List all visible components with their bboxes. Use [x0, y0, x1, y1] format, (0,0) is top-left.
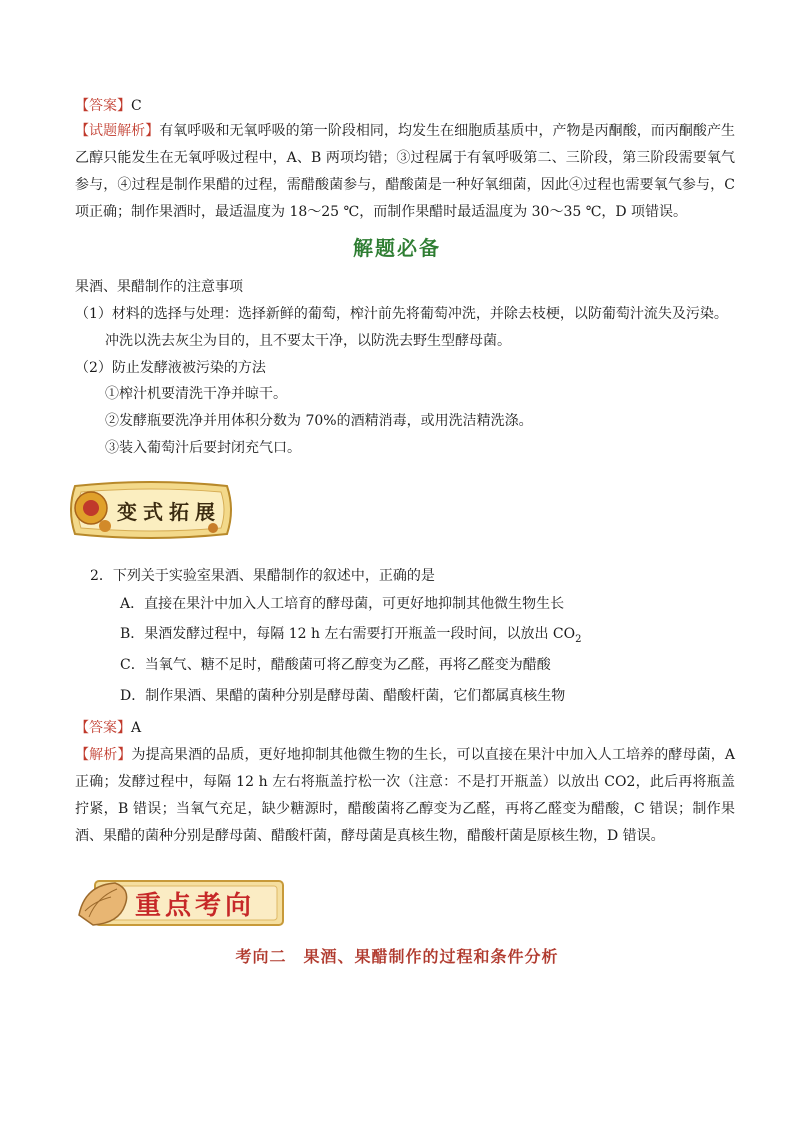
banner-text: 变式拓展 [117, 500, 221, 524]
section-title: 解题必备 [353, 236, 441, 260]
banner-text: 重点考向 [135, 891, 256, 921]
notes-heading: 果酒、果醋制作的注意事项 [75, 279, 243, 295]
notes-sub-1: ①榨汁机要清洗干净并晾干。 [105, 386, 287, 402]
answer-tag: 【答案】 [75, 720, 131, 736]
option-b-text: B．果酒发酵过程中，每隔 12 h 左右需要打开瓶盖一段时间，以放出 CO [120, 626, 576, 642]
notes-sub-2: ②发酵瓶要洗净并用体积分数为 70%的酒精消毒，或用洗洁精洗涤。 [105, 413, 533, 429]
notes-item-2: （2）防止发酵液被污染的方法 [75, 360, 266, 376]
analysis-text: 为提高果酒的品质，更好地抑制其他微生物的生长，可以直接在果汁中加入人工培养的酵母菌，A 正确；发酵过程中，每隔 12 h 左右将瓶盖拧松一次（注意：不是打开瓶盖）以放出 CO2，此后再将瓶盖拧紧，B 错误；当氧气充足，缺少糖源时，醋酸菌将乙醇变为乙醛，再将乙醛变为醋酸，C 错误；制作果酒、果醋的菌种分别是酵母菌、醋酸杆菌，酵母菌是真核生物，醋酸杆菌是原核生物，D 错误。 [75, 747, 736, 844]
answer-1 [75, 96, 142, 116]
banner-variant-extension [65, 478, 237, 542]
answer-2 [75, 718, 141, 738]
answer-value: A [131, 720, 142, 736]
analysis-tag: 【解析】 [75, 747, 132, 763]
notes-item-1: （1）材料的选择与处理：选择新鲜的葡萄，榨汁前先将葡萄冲洗，并除去枝梗，以防葡萄汁流失及污染。 [75, 306, 728, 322]
analysis-tag: 【试题解析】 [75, 123, 160, 139]
option-a: A．直接在果汁中加入人工培育的酵母菌，可更好地抑制其他微生物生长 [120, 596, 565, 612]
section-heading: 考向二 果酒、果醋制作的过程和条件分析 [235, 947, 559, 966]
banner-key-direction [75, 875, 287, 931]
option-d: D．制作果酒、果醋的菌种分别是酵母菌、醋酸杆菌，它们都属真核生物 [120, 688, 566, 704]
analysis-text: 有氧呼吸和无氧呼吸的第一阶段相同，均发生在细胞质基质中，产物是丙酮酸，而丙酮酸产生乙醇只能发生在无氧呼吸过程中，A、B 两项均错；③过程属于有氧呼吸第二、三阶段，第三阶段需要氧气参与，④过程是制作果醋的过程，需醋酸菌参与，醋酸菌是一种好氧细菌，因此④过程也需要氧气参与，C 项正确；制作果酒时，最适温度为 18～25 ℃，而制作果醋时最适温度为 30～35 ℃，D 项错误。 [75, 123, 736, 220]
notes-item-1b: 冲洗以洗去灰尘为目的，且不要太干净，以防洗去野生型酵母菌。 [105, 333, 511, 349]
question-2-stem: 2．下列关于实验室果酒、果醋制作的叙述中，正确的是 [90, 568, 435, 584]
option-b [120, 624, 581, 650]
analysis-1 [75, 118, 735, 226]
option-c: C．当氧气、糖不足时，醋酸菌可将乙醇变为乙醛，再将乙醛变为醋酸 [120, 657, 551, 673]
answer-tag: 【答案】 [75, 98, 131, 114]
answer-value: C [131, 98, 142, 114]
analysis-2 [75, 742, 735, 850]
notes-sub-3: ③装入葡萄汁后要封闭充气口。 [105, 440, 301, 456]
option-b-subscript: 2 [575, 633, 582, 645]
